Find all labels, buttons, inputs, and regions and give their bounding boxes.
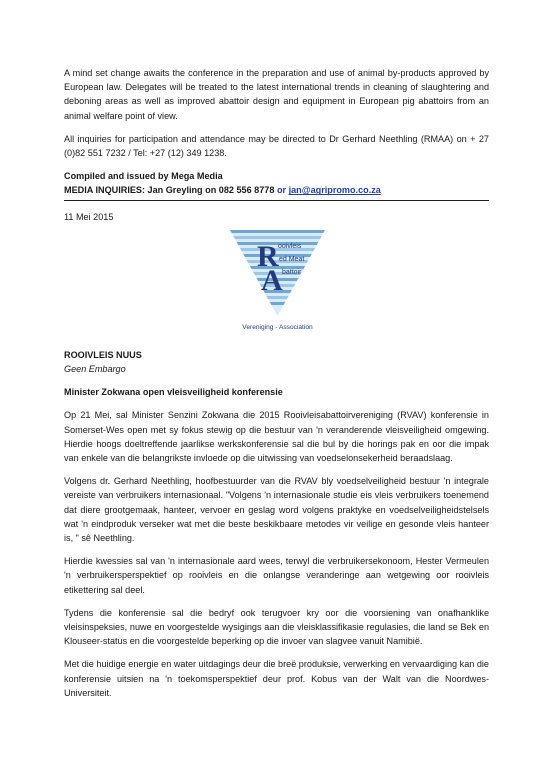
logo-caption: Vereniging - Association <box>242 323 313 331</box>
compiled-by: Compiled and issued by Mega Media <box>64 171 223 182</box>
document-page <box>64 66 489 700</box>
embargo-note: Geen Embargo <box>64 364 126 375</box>
article-headline: Minister Zokwana open vleisveiligheid konferensie <box>64 387 283 398</box>
logo-letter-a: A <box>261 263 283 297</box>
logo-word-rooivleis: ooivleis <box>278 242 302 250</box>
media-inquiries-text: MEDIA INQUIRIES: Jan Greyling on 082 556 8778 <box>64 185 275 196</box>
article-paragraph: Met die huidige energie en water uitdagings deur die breë produksie, verwerking en vervaardiging kan die konferensie uitsien na 'n toekomsperspektief deur prof. Kobus van der Walt van die Noordwes-Universiteit. <box>64 659 489 698</box>
logo-letter-r: R <box>257 239 279 273</box>
logo-word-red-meat: ed Meat <box>279 255 305 263</box>
logo-area <box>64 228 489 340</box>
media-inquiries <box>64 183 489 197</box>
article-paragraph: Tydens die konferensie sal die bedryf ook terugvoer kry oor die voorsiening van onafhanklike vleisinspeksies, nuwe en voorgestelde wysigings aan die vleisklassifikasie regulasies, die land se Bek en Klouseer-status en die voorgestelde beperking op die invoer van slagvee vanuit Namibië. <box>64 607 489 647</box>
logo-word-abattoir: battoir <box>282 268 302 276</box>
intro-paragraph-1: A mind set change awaits the conference in the preparation and use of animal by-products approved by European law. Delegates will be treated to the latest international trends in cleaning of slaughtering and deboning areas as well as improved abattoir design and equipment in European pig abattoirs from an animal welfare point of view. <box>64 68 489 121</box>
document-date: 11 Mei 2015 <box>64 211 114 222</box>
article-paragraph: Op 21 Mei, sal Minister Senzini Zokwana die 2015 Rooivleisabattoirvereniging (RVAV) konferensie in Somerset-Wes open met sy fokus stewig op die bestuur van 'n veranderende vleisveiligheid omgewing. Hierdie hoogs doeltreffende jaarlikse werkskonferensie sal die bul by die horings pak en oor die impak van enkele van die belangrikste invloede op die uitwissing van voedselonsekerheid beraadslaag. <box>64 410 489 464</box>
rmaa-logo <box>230 228 325 334</box>
media-inquiries-or: or <box>274 185 289 196</box>
article-paragraph: Volgens dr. Gerhard Neethling, hoofbestuurder van die RVAV bly voedselveiligheid bestuur 'n integrale vereiste van verbruikers internasionaal. "Volgens 'n internasionale studie eis vleis verbruikers toenemend dat diere grootgemaak, hanteer, vervoer en geslag word volgens praktyke en voedselveiligheidstelsels wat 'n eindproduk verseker wat met die beste beskikbaare metodes vir veilige en gesonde vleis hanteer is, " sê Neethling. <box>64 476 489 544</box>
divider-line <box>64 200 489 201</box>
email-link[interactable]: jan@agripromo.co.za <box>288 185 381 196</box>
article-paragraph: Hierdie kwessies sal van 'n internasionale aard wees, terwyl die verbruikersekonoom, Hester Vermeulen 'n verbruikersperspektief op rooivleis en die onlangse veranderinge aan wetgewing oor rooivleis etikettering sal deel. <box>64 556 489 595</box>
intro-paragraph-2: All inquiries for participation and attendance may be directed to Dr Gerhard Neethling (RMAA) on + 27 (0)82 551 7232 / Tel: +27 (12) 349 1238. <box>64 133 489 159</box>
section-title: ROOIVLEIS NUUS <box>64 349 142 360</box>
